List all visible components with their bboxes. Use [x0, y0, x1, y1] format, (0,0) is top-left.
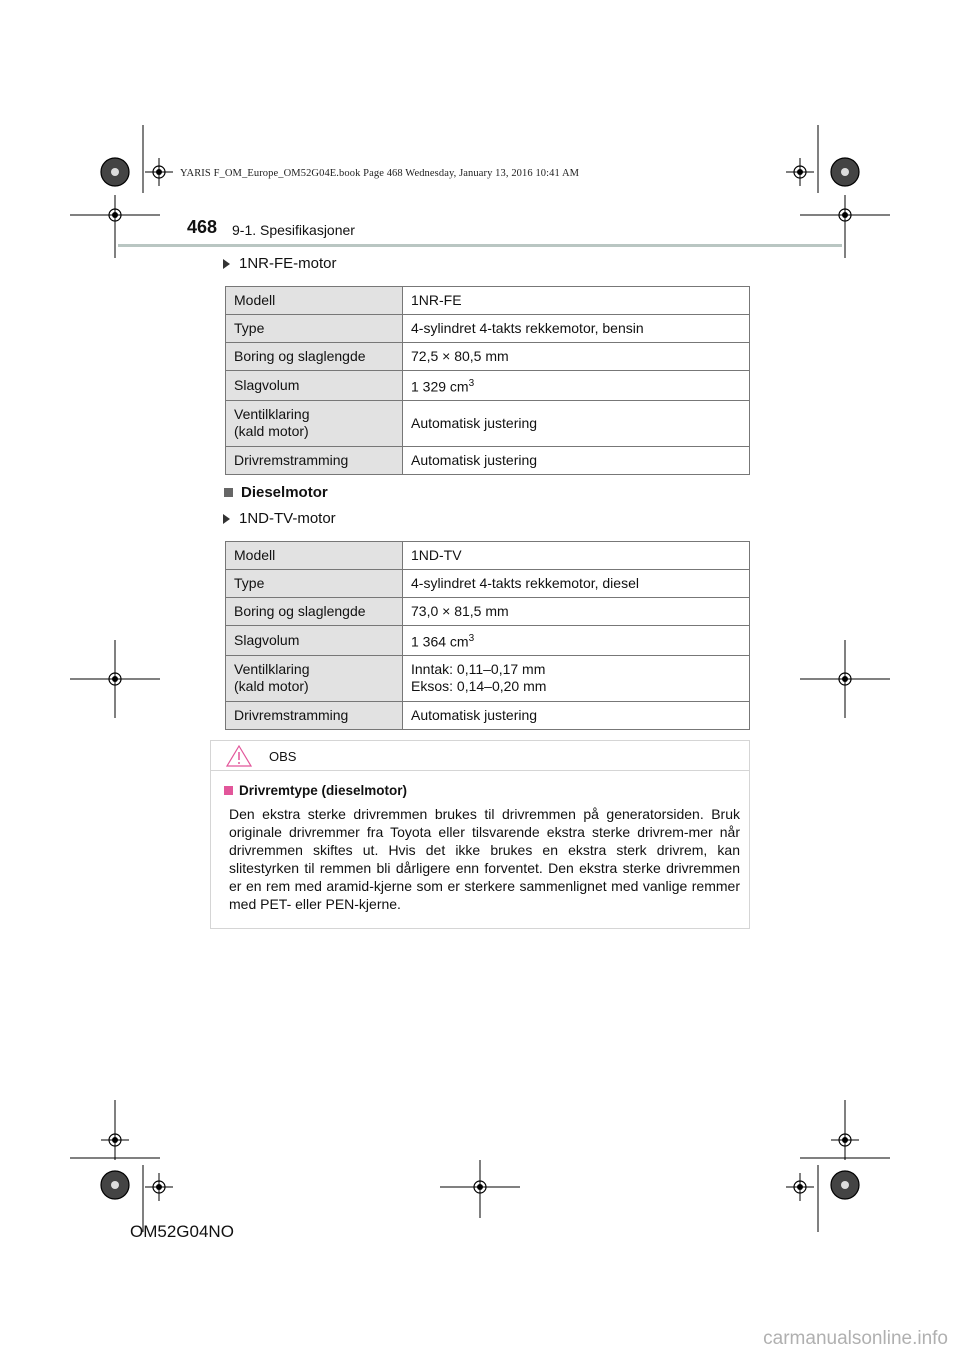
square-bullet-icon	[224, 488, 233, 497]
spec-value-superscript: 3	[468, 378, 475, 389]
spec-value	[403, 655, 750, 701]
petrol-engine-heading-label: 1NR-FE-motor	[239, 255, 337, 272]
spec-row	[226, 570, 750, 598]
spec-value	[403, 701, 750, 729]
spec-value-text: 4-sylindret 4-takts rekkemotor, bensin	[411, 320, 644, 336]
note-body: Den ekstra sterke drivremmen brukes til drivremmen på generatorsiden. Bruk originale drivremmer fra Toyota eller tilsvarende ekstra sterke drivrem-mer når drivremmen skiftes ut. Hvis det ikke brukes en ekstra sterk drivrem, kan slitestyrken til remmen bli dårligere enn forventet. Den ekstra sterke drivremmen er en rem med aramid-kjerne som er sterkere sammenlignet med vanlige remmer med PET- eller PEN-kjerne.	[229, 806, 740, 912]
diesel-section-heading	[222, 484, 328, 501]
spec-value-text: 72,5 × 80,5 mm	[411, 348, 509, 364]
spec-value	[403, 371, 750, 401]
spec-value	[403, 626, 750, 656]
spec-key: Modell	[226, 542, 403, 570]
spec-row	[226, 371, 750, 401]
spec-value	[403, 400, 750, 446]
spec-key: Ventilklaring (kald motor)	[226, 400, 403, 446]
spec-value-text: 4-sylindret 4-takts rekkemotor, diesel	[411, 575, 639, 591]
spec-value	[403, 598, 750, 626]
footer-code: OM52G04NO	[130, 1222, 234, 1241]
petrol-spec-table	[225, 286, 750, 475]
spec-row	[226, 287, 750, 315]
spec-value	[403, 343, 750, 371]
spec-row	[226, 598, 750, 626]
diesel-section-heading-label: Dieselmotor	[241, 484, 328, 501]
spec-value	[403, 315, 750, 343]
spec-value-superscript: 3	[468, 633, 475, 644]
note-box	[210, 740, 750, 929]
spec-row	[226, 400, 750, 446]
spec-value-text: Inntak: 0,11–0,17 mm Eksos: 0,14–0,20 mm	[411, 661, 547, 695]
spec-value-text: 1 364 cm	[411, 633, 469, 650]
spec-value-text: Automatisk justering	[411, 451, 538, 468]
spec-key: Slagvolum	[226, 626, 403, 656]
spec-value-text: Automatisk justering	[411, 414, 538, 431]
triangle-bullet-icon	[223, 259, 230, 269]
spec-value-text: 1ND-TV	[411, 547, 462, 563]
spec-row	[226, 446, 750, 474]
spec-value	[403, 542, 750, 570]
spec-key: Type	[226, 570, 403, 598]
spec-key: Boring og slaglengde	[226, 598, 403, 626]
section-title: 9-1. Spesifikasjoner	[232, 222, 355, 238]
warning-triangle-icon	[226, 744, 252, 767]
spec-key: Slagvolum	[226, 371, 403, 401]
spec-key: Boring og slaglengde	[226, 343, 403, 371]
watermark: carmanualsonline.info	[763, 1328, 948, 1349]
spec-key: Ventilklaring (kald motor)	[226, 655, 403, 701]
note-header	[211, 741, 749, 771]
spec-key: Modell	[226, 287, 403, 315]
note-title	[224, 783, 407, 798]
diesel-spec-table	[225, 541, 750, 730]
spec-value-text: 1 329 cm	[411, 378, 469, 395]
spec-row	[226, 626, 750, 656]
spec-row	[226, 655, 750, 701]
spec-row	[226, 343, 750, 371]
note-label: OBS	[269, 749, 297, 764]
spec-value-text: Automatisk justering	[411, 706, 538, 723]
spec-key: Drivremstramming	[226, 446, 403, 474]
spec-value	[403, 446, 750, 474]
header-rule	[118, 244, 842, 247]
spec-key: Drivremstramming	[226, 701, 403, 729]
diesel-engine-heading	[220, 510, 336, 527]
note-title-label: Drivremtype (dieselmotor)	[239, 783, 408, 798]
spec-value	[403, 287, 750, 315]
page-number: 468	[187, 217, 218, 237]
diesel-engine-heading-label: 1ND-TV-motor	[239, 510, 336, 527]
spec-value-text: 73,0 × 81,5 mm	[411, 603, 509, 619]
square-bullet-icon	[224, 786, 233, 795]
spec-row	[226, 542, 750, 570]
spec-row	[226, 315, 750, 343]
book-info-line: YARIS F_OM_Europe_OM52G04E.book Page 468 Wednesday, January 13, 2016 10:41 AM	[180, 168, 580, 179]
triangle-bullet-icon	[223, 514, 230, 524]
spec-value	[403, 570, 750, 598]
spec-row	[226, 701, 750, 729]
spec-value-text: 1NR-FE	[411, 292, 462, 308]
petrol-engine-heading	[220, 255, 337, 272]
spec-key: Type	[226, 315, 403, 343]
